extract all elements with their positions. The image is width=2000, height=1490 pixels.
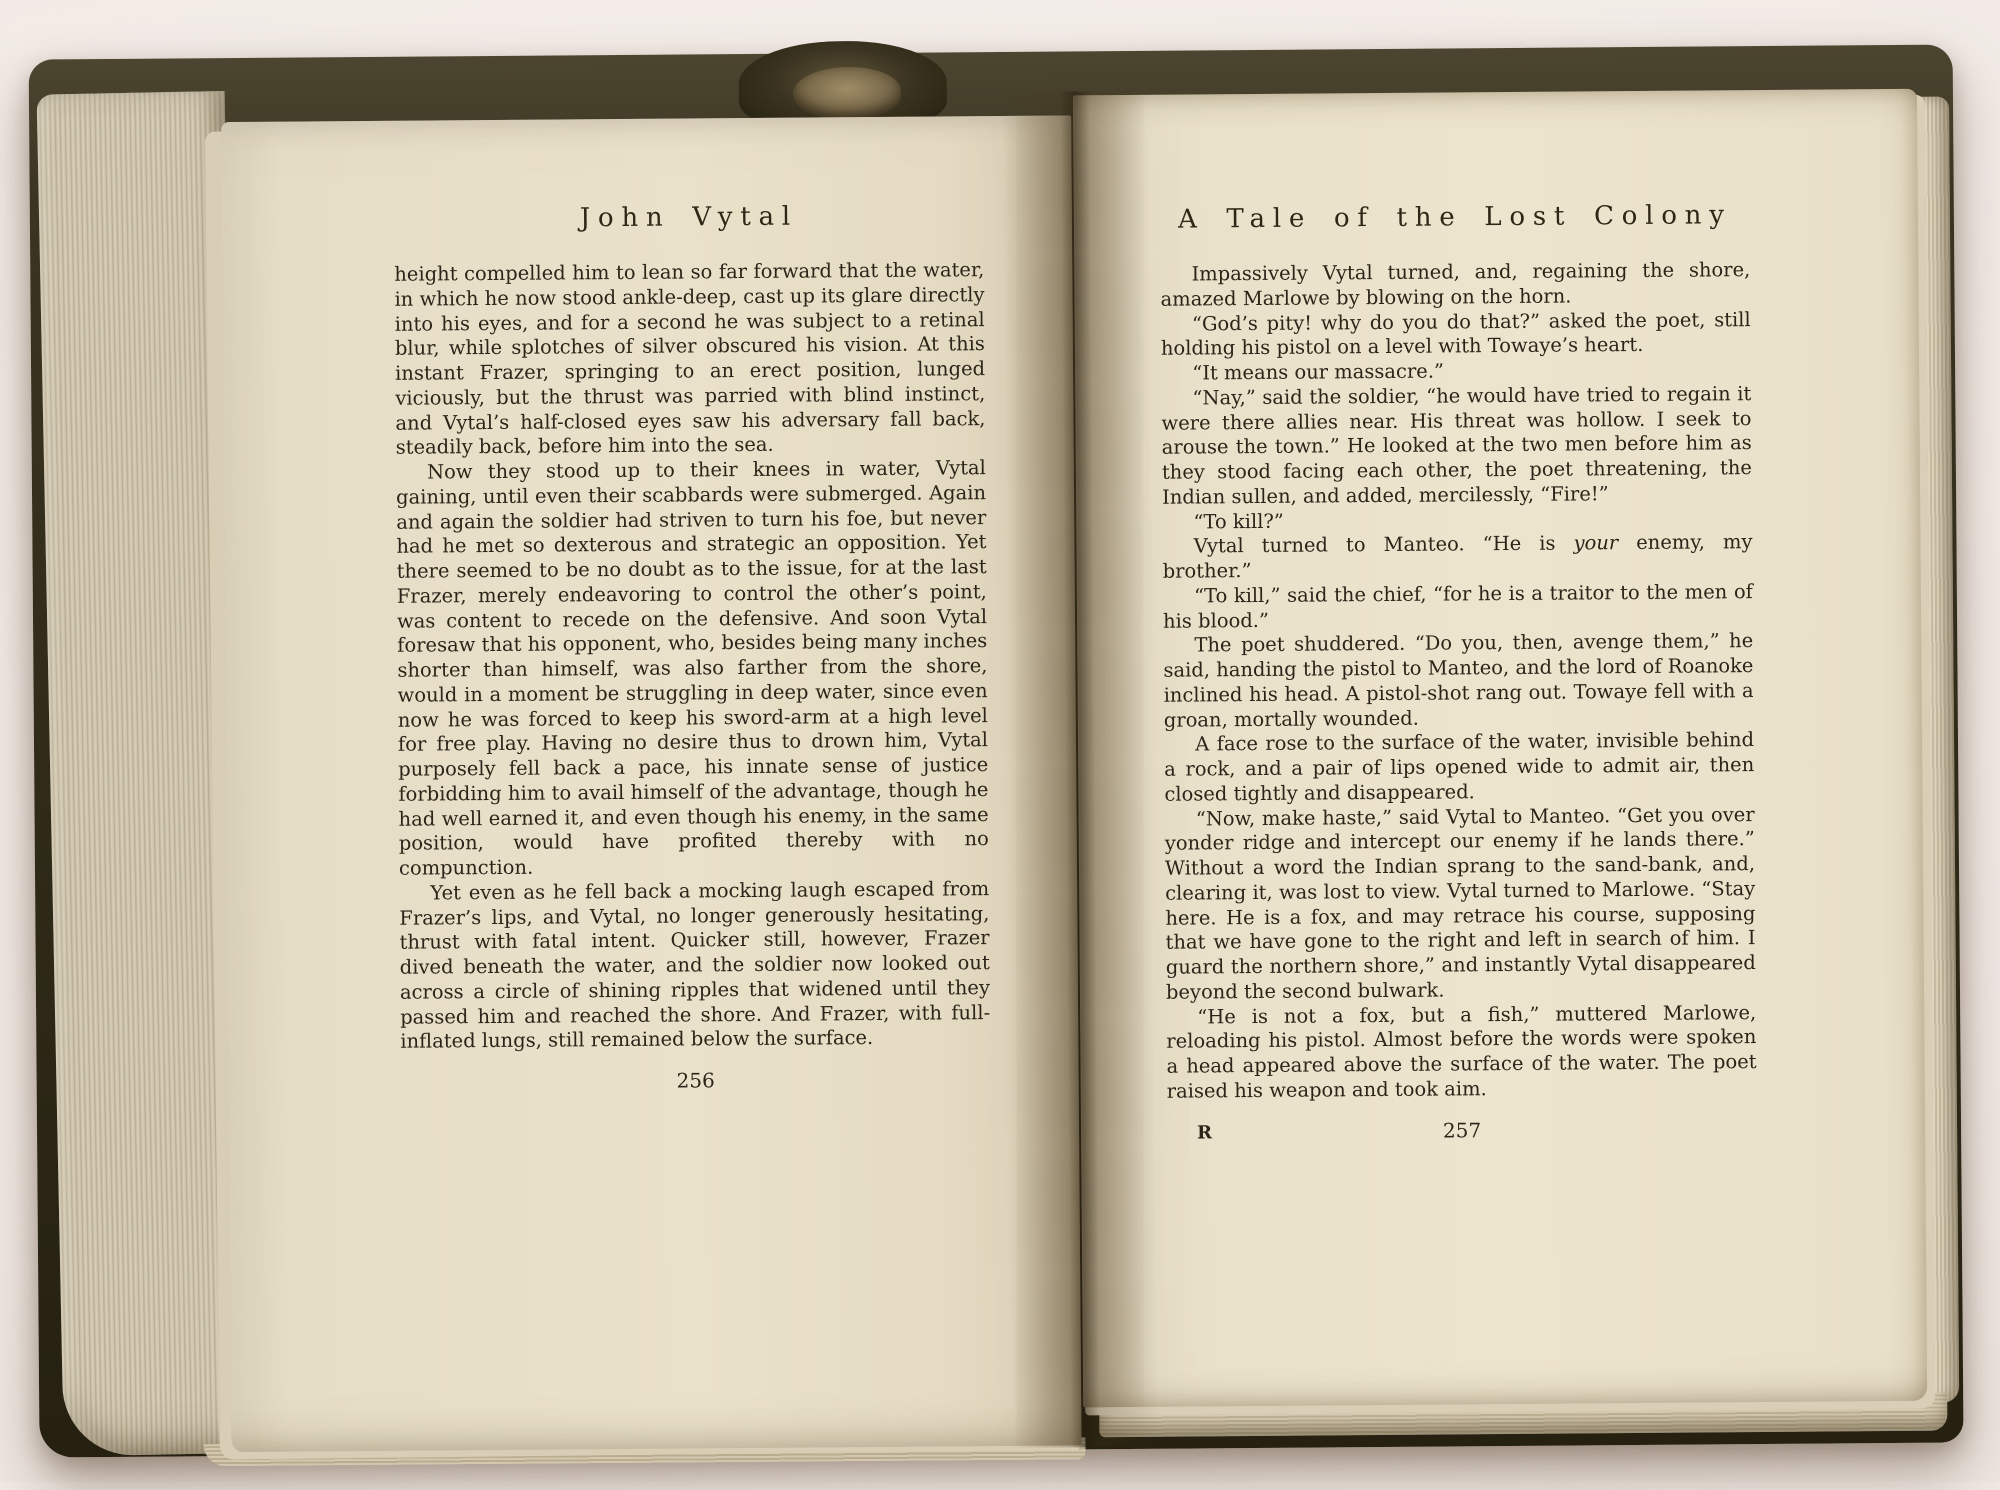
running-head-right: A Tale of the Lost Colony [1177, 200, 1732, 235]
left-page-content [221, 115, 1081, 1452]
paragraph: “God’s pity! why do you do that?” asked the poet, still holding his pistol on a level with Towaye’s heart. [1160, 307, 1751, 360]
signature-mark: R [1196, 1121, 1214, 1143]
right-page [1073, 89, 1927, 1408]
right-page-text [1160, 258, 1757, 1104]
paragraph: Vytal turned to Manteo. “He is your enemy, my brother.” [1162, 530, 1753, 583]
paragraph: “Nay,” said the soldier, “he would have tried to regain it were there allies near. His threat was hollow. I seek to arouse the town.” He looked at the two men before him as they stood facing each other, the poet threatening, the Indian sullen, and added, mercilessly, “Fire!” [1161, 381, 1752, 509]
paragraph: “He is not a fox, but a fish,” muttered Marlowe, reloading his pistol. Almost before the words were spoken a head appeared above the surface of the water. The poet raised his weapon and took aim. [1166, 1000, 1757, 1103]
spine-worn-headband [793, 67, 901, 120]
paragraph: Now they stood up to their knees in water, Vytal gaining, until even their scabbards were submerged. Again and again the soldier had striven to turn his foe, but never had he met so dexterous and strategic an opposition. Yet there seemed to be no doubt as to the issue, for at the last Frazer, merely endeavoring to control the other’s point, was content to recede on the defensive. And soon Vytal foresaw that his opponent, who, besides being many inches shorter than himself, was also farther from the shore, would in a moment be struggling in deep water, since even now he was forced to keep his sword-arm at a high level for free play. Having no desire thus to drown him, Vytal purposely fell back a pace, his innate sense of justice forbidding him to avail himself of the advantage, though he had well earned it, and even though his enemy, in the same position, would have profited thereby with no compunction. [395, 456, 989, 880]
paragraph: Impassively Vytal turned, and, regaining the shore, amazed Marlowe by blowing on the horn. [1160, 258, 1751, 311]
left-folio-row [401, 1066, 991, 1095]
paragraph: The poet shuddered. “Do you, then, avenge them,” he said, handing the pistol to Manteo, and the lord of Roanoke inclined his head. A pistol-shot rang out. Towaye fell with a groan, mortally wounded. [1163, 629, 1754, 732]
running-head-left: John Vytal [579, 201, 799, 234]
right-page-content [1073, 89, 1927, 1408]
paragraph: “To kill?” [1193, 509, 1284, 533]
page-number-left: 256 [676, 1068, 715, 1093]
paragraph: height compelled him to lean so far forward that the water, in which he now stood ankle-deep, cast up its glare directly into his eyes, and for a second he was subject to a retinal blur, while splotches of silver obscured his vision. At this instant Frazer, springing to an erect position, lunged viciously, but the thrust was parried with blind instinct, and Vytal’s half-closed eyes saw his adversary fall back, steadily back, before him into the sea. [394, 258, 986, 459]
paragraph: Yet even as he fell back a mocking laugh escaped from Frazer’s lips, and Vytal, no longer generously hesitating, thrust with fatal intent. Quicker still, however, Frazer dived beneath the water, and the soldier now looked out across a circle of shining ripples that widened until they passed him and reached the shore. And Frazer, with full-inflated lungs, still remained below the surface. [399, 876, 991, 1053]
right-folio-row [1167, 1116, 1757, 1145]
paragraph: “To kill,” said the chief, “for he is a traitor to the men of his blood.” [1162, 579, 1753, 633]
left-page-text [394, 258, 990, 1055]
left-page [221, 115, 1081, 1452]
page-number-right: 257 [1442, 1117, 1482, 1143]
paragraph: A face rose to the surface of the water, invisible behind a rock, and a pair of lips opened wide to admit air, then closed tightly and disappeared. [1164, 728, 1755, 806]
paragraph: “Now, make haste,” said Vytal to Manteo. “Get you over yonder ridge and intercept our enemy if he lands there.” Without a word the Indian sprang to the sand-bank, and, clearing it, was lost to view. Vytal turned to Marlowe. “Stay here. He is a fox, and may retrace his course, supposing that we have gone to the right and left in search of him. I guard the northern shore,” and instantly Vytal disappeared beyond the second bulwark. [1164, 802, 1756, 1004]
paragraph: “It means our massacre.” [1192, 359, 1445, 385]
